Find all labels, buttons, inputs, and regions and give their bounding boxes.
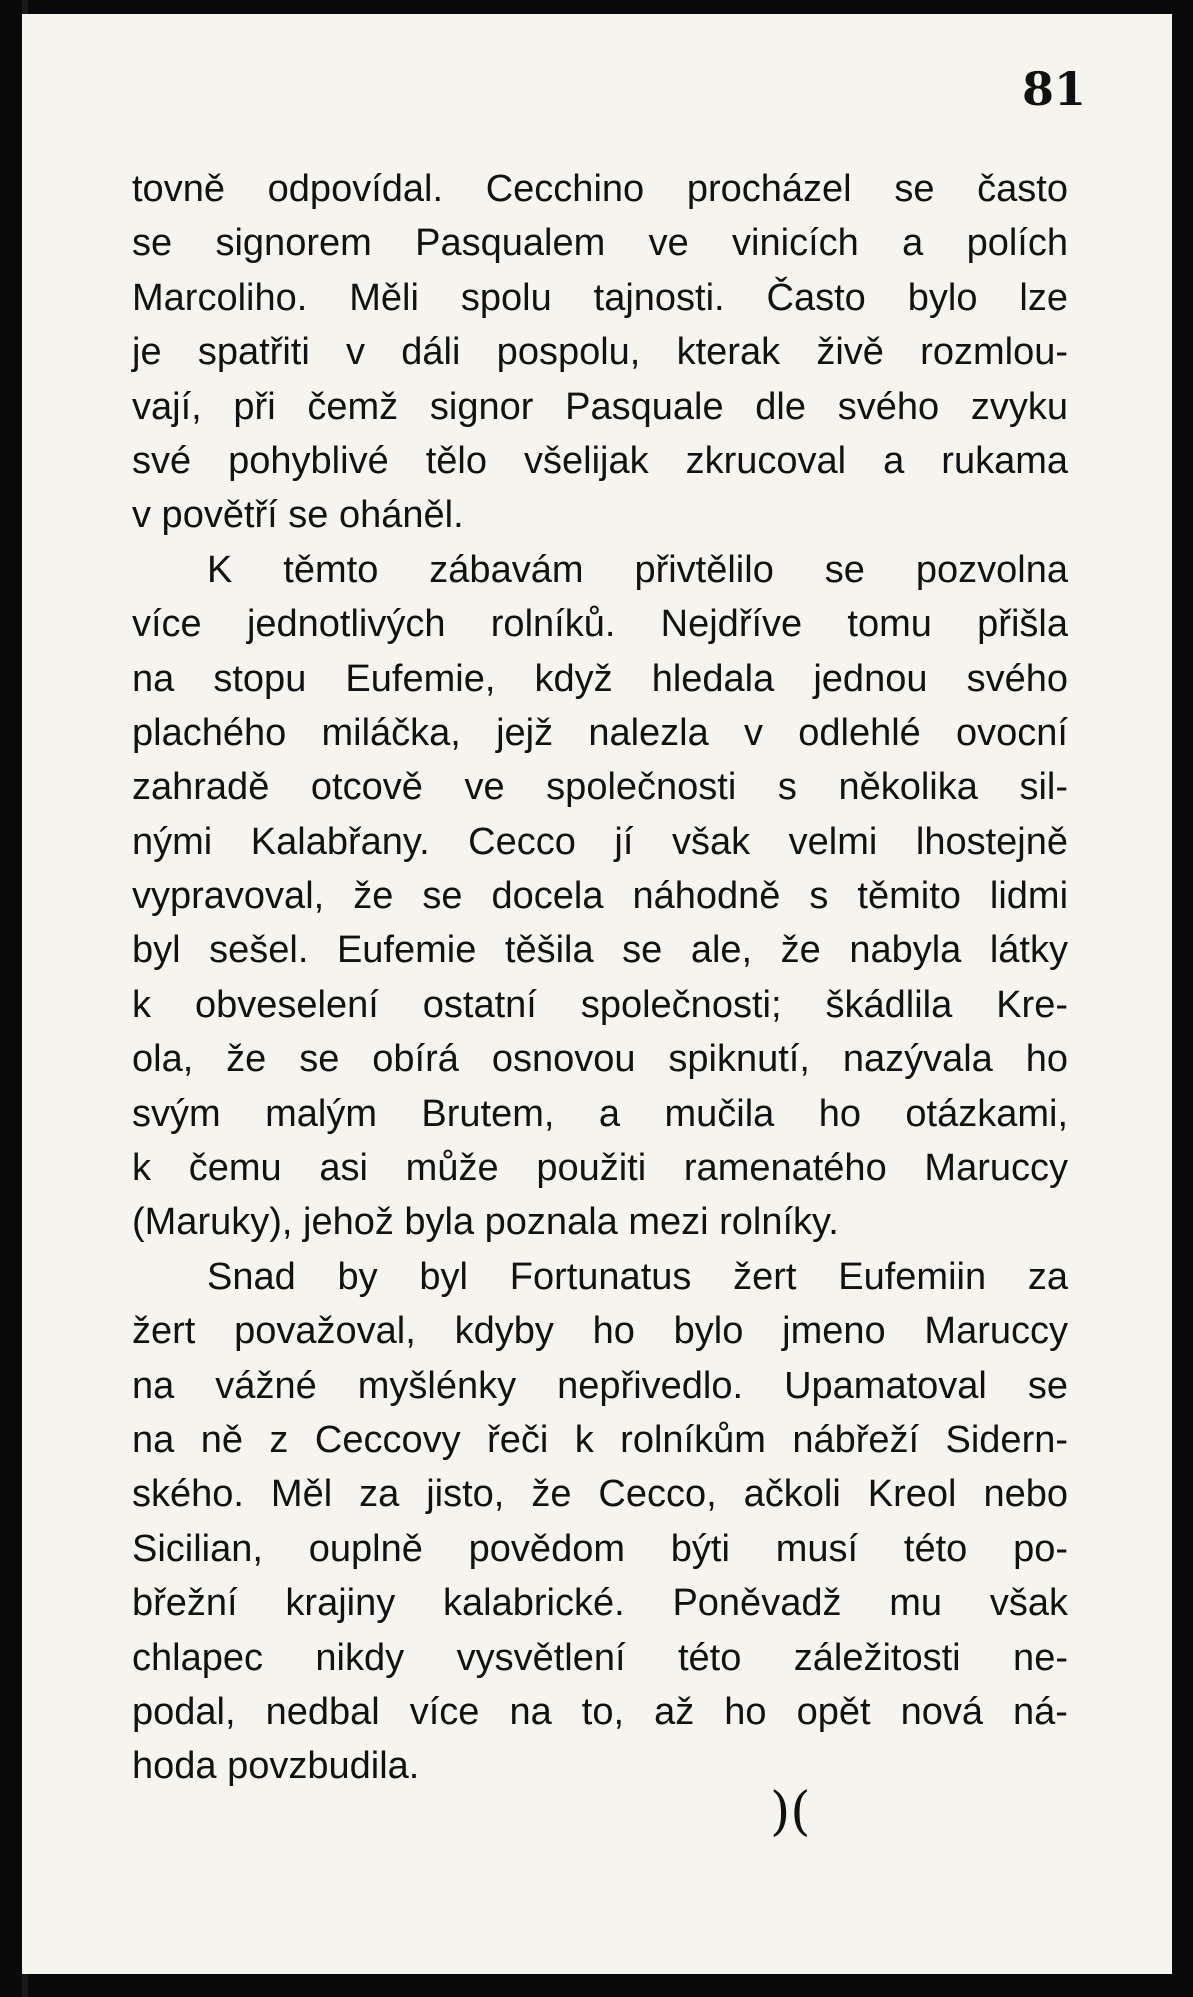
text-line: žert považoval, kdyby ho bylo jmeno Maruccy (132, 1310, 1068, 1353)
text-line: na vážné myšlénky nepřivedlo. Upamatoval se (132, 1364, 1069, 1407)
text-line: byl sešel. Eufemie těšila se ale, že nabyla látky (132, 929, 1068, 972)
text-line: zahradě otcově ve společnosti s několika sil- (132, 766, 1069, 809)
end-ornament: )( (770, 1782, 811, 1842)
text-line: Marcoliho. Měli spolu tajnosti. Často bylo lze (132, 276, 1069, 319)
text-line: podal, nedbal více na to, až ho opět nová ná- (132, 1690, 1068, 1733)
text-line: své pohyblivé tělo všelijak zkrucoval a rukama (132, 439, 1068, 482)
text-line: vypravoval, že se docela náhodně s těmito lidmi (132, 875, 1069, 918)
text-line: v povětří se oháněl. (132, 494, 464, 537)
text-line: K těmto zábavám přivtělilo se pozvolna (207, 548, 1068, 591)
text-line: hoda povzbudila. (132, 1745, 420, 1788)
text-line: chlapec nikdy vysvětlení této záležitosti ne- (132, 1636, 1068, 1679)
text-line: ola, že se obírá osnovou spiknutí, nazývala ho (132, 1038, 1069, 1081)
text-line: plachého miláčka, jejž nalezla v odlehlé ovocní (132, 711, 1068, 754)
text-line: Snad by byl Fortunatus žert Eufemiin za (207, 1255, 1068, 1298)
text-line: se signorem Pasqualem ve vinicích a polích (132, 222, 1068, 265)
text-line: více jednotlivých rolníků. Nejdříve tomu přišla (132, 603, 1068, 646)
text-line: ského. Měl za jisto, že Cecco, ačkoli Kreol nebo (132, 1473, 1068, 1516)
text-line: je spatřiti v dáli pospolu, kterak živě rozmlou- (132, 331, 1068, 374)
text-line: břežní krajiny kalabrické. Poněvadž mu však (132, 1582, 1068, 1625)
book-page (22, 14, 1172, 1974)
body-text (132, 162, 1068, 1794)
text-line: svým malým Brutem, a mučila ho otázkami, (132, 1092, 1069, 1135)
text-line: (Maruky), jehož byla poznala mezi rolníky. (132, 1201, 839, 1244)
page-number: 81 (1022, 62, 1087, 116)
text-line: na ně z Ceccovy řeči k rolníkům nábřeží Sidern- (132, 1418, 1069, 1461)
text-line: na stopu Eufemie, když hledala jednou svého (132, 657, 1068, 700)
text-line: Sicilian, ouplně povědom býti musí této po- (132, 1527, 1069, 1570)
text-line: k čemu asi může použiti ramenatého Maruccy (132, 1147, 1069, 1190)
text-line: nými Kalabřany. Cecco jí však velmi lhostejně (132, 820, 1068, 863)
text-line: k obveselení ostatní společnosti; škádlila Kre- (132, 983, 1069, 1026)
text-line: vají, při čemž signor Pasquale dle svého zvyku (132, 385, 1069, 428)
text-line: tovně odpovídal. Cecchino procházel se často (132, 168, 1069, 210)
